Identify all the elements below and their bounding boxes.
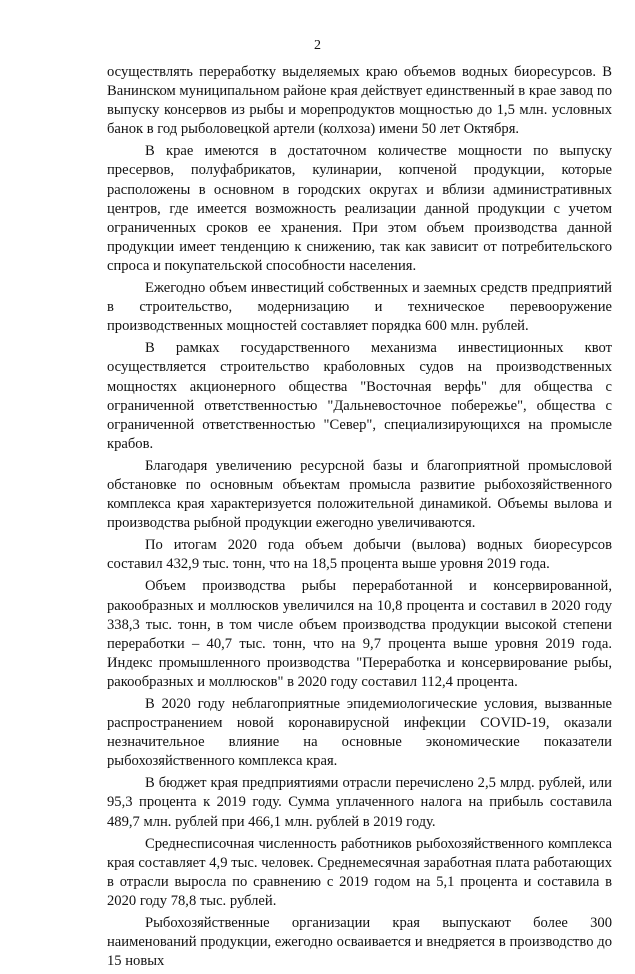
paragraph-1: осуществлять переработку выделяемых краю объемов водных биоресурсов. В Ванинском муниципальном районе края действует единственный в крае завод по выпуску консервов из рыбы и морепродуктов мощностью до 1,5 млн. условных банок в год рыболовецкой артели (колхоза) имени 50 лет Октября.: [107, 64, 612, 138]
paragraph-2: В крае имеются в достаточном количестве мощности по выпуску пресервов, полуфабрикатов, кулинарии, копченой продукции, которые расположены в основном в городских округах и вблизи административных центров, где имеется возможность реализации данной продукции с учетом ограниченных сроков ее хранения. При этом объем производства данной продукции имеет тенденцию к снижению, так как зависит от потребительского спроса и покупательской способности населения.: [107, 143, 612, 274]
paragraph-4: В рамках государственного механизма инвестиционных квот осуществляется строительство краболовных судов на производственных мощностях акционерного общества "Восточная верфь" для общества с ограниченной ответственностью "Дальневосточное побережье", общества с ограниченной ответственностью "Север", специализирующихся на промысле крабов.: [107, 340, 612, 452]
page-number: 2: [314, 38, 321, 53]
paragraph-5: Благодаря увеличению ресурсной базы и благоприятной промысловой обстановке по основным объектам промысла развитие рыбохозяйственного комплекса края характеризуется положительной динамикой. Объемы вылова и производства рыбной продукции ежегодно увеличиваются.: [107, 457, 612, 532]
document-body: [107, 63, 612, 974]
paragraph-10: Среднесписочная численность работников рыбохозяйственного комплекса края составляет 4,9 тыс. человек. Среднемесячная заработная плата работающих в отрасли выросла по сравнению с 2019 годом на 5,1 процента и составила в 2020 году 78,8 тыс. рублей.: [107, 835, 612, 909]
paragraph-6: По итогам 2020 года объем добычи (вылова) водных биоресурсов составил 432,9 тыс. тонн, что на 18,5 процента выше уровня 2019 года.: [107, 537, 612, 573]
paragraph-9: В бюджет края предприятиями отрасли перечислено 2,5 млрд. рублей, или 95,3 процента к 2019 году. Сумма уплаченного налога на прибыль составила 489,7 млн. рублей при 466,1 млн. рублей в 2019 году.: [107, 775, 612, 830]
paragraph-11: Рыбохозяйственные организации края выпускают более 300 наименований продукции, ежегодно осваивается и внедряется в производство до 15 новых: [107, 915, 612, 970]
paragraph-7: Объем производства рыбы переработанной и консервированной, ракообразных и моллюсков увеличился на 10,8 процента и составил в 2020 году 338,3 тыс. тонн, в том числе объем производства продукции высокой степени переработки – 40,7 тыс. тонн, что на 9,7 процента выше уровня 2019 года. Индекс промышленного производства "Переработка и консервирование рыбы, ракообразных и моллюсков" в 2020 году составил 112,4 процента.: [107, 578, 612, 690]
paragraph-8: В 2020 году неблагоприятные эпидемиологические условия, вызванные распространением новой коронавирусной инфекции COVID-19, оказали незначительное влияние на основные экономические показатели рыбохозяйственного комплекса края.: [107, 696, 612, 770]
paragraph-3: Ежегодно объем инвестиций собственных и заемных средств предприятий в строительство, модернизацию и техническое перевооружение производственных мощностей составляет порядка 600 млн. рублей.: [107, 280, 612, 335]
